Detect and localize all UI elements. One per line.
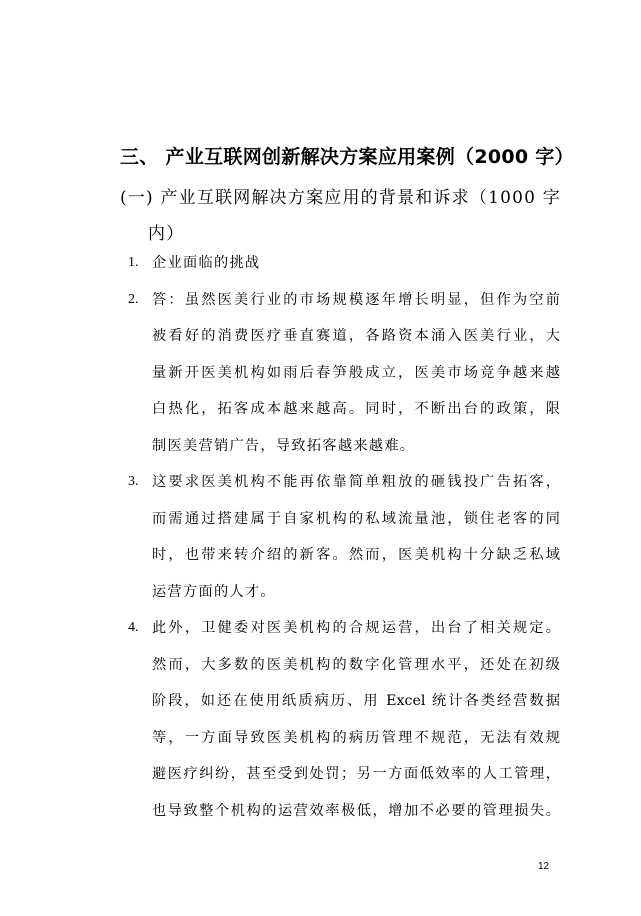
- list-item-line: 企业面临的挑战: [152, 255, 261, 271]
- list-item-line: 答：虽然医美行业的市场规模逐年增长明显，但作为空前: [152, 291, 560, 308]
- list-item-line: 时，也带来转介绍的新客。然而，医美机构十分缺乏私域: [152, 547, 560, 563]
- list-item-line: 制医美营销广告，导致拓客越来越难。: [152, 437, 416, 454]
- list-item-number: 2.: [128, 291, 139, 307]
- list-item-line: 白热化，拓客成本越来越高。同时，不断出台的政策，限: [152, 401, 560, 417]
- page-number: 12: [538, 861, 550, 872]
- list-item-line: 避医疗纠纷，甚至受到处罚；另一方面低效率的人工管理，: [152, 766, 560, 782]
- list-item-line: 也导致整个机构的运营效率极低，增加不必要的管理损失。: [152, 802, 560, 819]
- list-item-line: 被看好的消费医疗垂直赛道，各路资本涌入医美行业，大: [152, 328, 560, 344]
- section-title: 三、 产业互联网创新解决方案应用案例（2000 字）: [120, 146, 574, 168]
- list-item-line: 然而，大多数的医美机构的数字化管理水平，还处在初级: [152, 656, 560, 673]
- list-item-number: 1.: [128, 255, 139, 270]
- list-item: [120, 282, 560, 465]
- numbered-list: [120, 245, 560, 829]
- subsection-title: [120, 180, 560, 252]
- list-item-line: 阶段，如还在使用纸质病历、用 Excel 统计各类经营数据: [152, 693, 560, 709]
- list-item-number: 4.: [128, 620, 139, 635]
- list-item-line: 这要求医美机构不能再依靠简单粗放的砸钱投广告拓客，: [152, 474, 560, 490]
- list-item-line: 量新开医美机构如雨后春笋般成立，医美市场竞争越来越: [152, 364, 560, 381]
- list-item: [120, 610, 560, 829]
- list-item-line: 而需通过搭建属于自家机构的私域流量池，锁住老客的同: [152, 510, 560, 527]
- list-item-line: 此外，卫健委对医美机构的合规运营，出台了相关规定。: [152, 620, 560, 636]
- subsection-title-line-2: 内）: [148, 224, 185, 244]
- list-item-number: 3.: [128, 474, 139, 489]
- subsection-title-line-1: (一) 产业互联网解决方案应用的背景和诉求（1000 字: [120, 188, 561, 208]
- list-item: [120, 245, 560, 282]
- list-item-line: 等，一方面导致医美机构的病历管理不规范，无法有效规: [152, 729, 560, 746]
- list-item-line: 运营方面的人才。: [152, 583, 276, 600]
- list-item: [120, 464, 560, 610]
